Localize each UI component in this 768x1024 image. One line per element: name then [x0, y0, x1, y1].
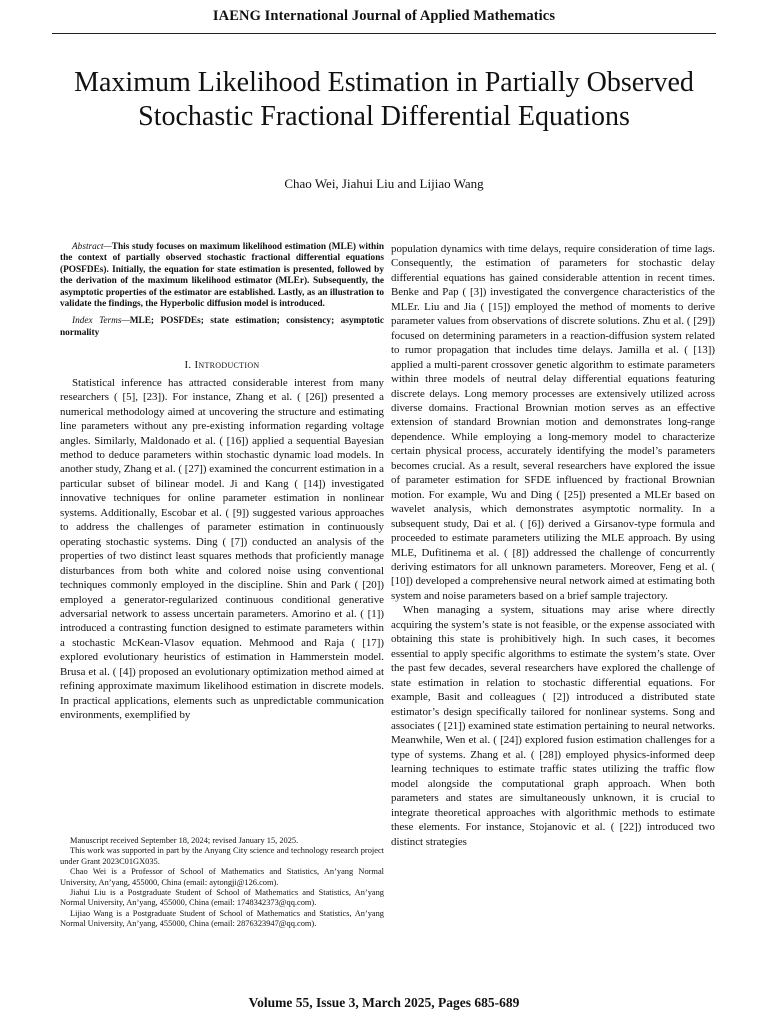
footnote-author-3: Lijiao Wang is a Postgraduate Student of School of Mathematics and Statistics, An’yang Normal University, An’yang, 455000, China (email: 2876323947@qq.com). [60, 908, 384, 929]
intro-paragraph-continued: population dynamics with time delays, require consideration of time lags. Consequently, the estimation of parameters for stochastic delay differential equations has gained considerable attention in recent times. Benke and Pap ( [3]) investigated the convergence characteristics of the MLEr. Liu and Jia ( [15]) employed the method of moments to derive parameter values from observations of discrete solutions. Zhu et al. ( [29]) focused on determining parameters in a reaction-diffusion system related to rumor propagation that includes time delays. Jamilla et al. ( [13]) applied a multi-parent crossover genetic algorithm to estimate parameters within three models of neutral delay differential equations featuring discrete delays. Long memory processes are extensively utilized across diverse domains. Fractional Brownian motion serves as an effective extension of standard Brownian motion and demonstrates long-range dependence. While employing a long-memory model to characterize certain physical process, accurately identifying the model’s parameters becomes crucial. As a result, several researchers have explored the issue of parameter estimation for SFDE influenced by fractional Brownian motion. For example, Wu and Ding ( [25]) presented a MLEr based on wavelet analysis, which demonstrates asymptotic normality. In a subsequent study, Dai et al. ( [6]) derived a Girsanov-type formula and proceeded to estimate parameters utilizing the MLE approach. By using MLE, Dufitinema et al. ( [8]) addressed the challenge of concurrently deriving estimators for all unknown parameters. Moreover, Feng et al. ( [10]) developed a comprehensive neural network aimed at estimating both system and noise parameters based on a brief sample trajectory. [391, 243, 715, 602]
index-terms-text: MLE; POSFDEs; state estimation; consistency; asymptotic normality [60, 316, 384, 338]
footnote-author-1: Chao Wei is a Professor of School of Mathematics and Statistics, An’yang Normal University, An’yang, 455000, China (email: aytongji@126.com). [60, 867, 384, 887]
intro-paragraph-1: Statistical inference has attracted considerable interest from many researchers ( [5], [23]). For instance, Zhang et al. ( [26]) presented a numerical methodology aimed at uncovering the structure and estimating line parameters without any pre-existing information regarding voltage angles. Similarly, Maldonado et al. ( [16]) applied a sequential Bayesian method to deduce parameters within stochastic dynamic load models. In another study, Zhang et al. ( [27]) examined the concurrent estimation in a particular subset of bilinear model. Ji and Kang ( [14]) investigated innovative techniques for online parameter estimation in nonlinear systems. Additionally, Escobar et al. ( [9]) suggested various approaches to address the challenges of parameter estimation in continuously operating stochastic systems. Ding ( [7]) conducted an analysis of the properties of two distinct least squares methods that proficiently manage disturbances from both white and colored noise using conventional techniques commonly employed in the discipline. Shin and Park ( [20]) employed a generator-regularized continuous conditional generative adversarial network to assess uncertain parameters. Amorino et al. ( [1]) introduced a contrasting function designed to estimate parameters within a stochastic McKean-Vlasov equation. Mehmood and Raja ( [17]) explored evolutionary heuristics of estimation in Hammerstein model. Brusa et al. ( [4]) proposed an evolutionary optimization method aimed at refining approximate maximum likelihood estimation in discrete models. In practical applications, elements such as unpredictable communication environments, exemplified by [60, 376, 384, 722]
left-column [60, 242, 384, 723]
footnote-funding: This work was supported in part by the Anyang City science and technology research project under Grant 2023C01GX035. [60, 846, 384, 866]
section-heading [60, 358, 384, 372]
header-rule [52, 33, 716, 34]
page-footer: Volume 55, Issue 3, March 2025, Pages 685-689 [248, 995, 520, 1010]
section-title: Introduction [194, 359, 260, 372]
journal-header: IAENG International Journal of Applied Mathematics [212, 8, 556, 24]
intro-paragraph-2: When managing a system, situations may arise where directly acquiring the system’s state is not feasible, or the expense associated with obtaining this state is prohibitively high. In such cases, it becomes essential to apply specific algorithms to estimate the system’s state. Over the past few decades, several researchers have explored the challenge of state estimation in relation to stochastic differential equations. For example, Basit and colleagues ( [2]) introduced a distributed state estimator’s design specifically tailored for nonlinear systems. Song and associates ( [21]) examined state estimation pertaining to neural networks. Meanwhile, Wen et al. ( [24]) explored fusion estimation challenges for a type of systems. Zhang et al. ( [28]) employed physics-informed deep learning techniques to estimate traffic states utilizing the traffic flow model alongside the computational graph approach. When both parameters and states are simultaneously unknown, it is crucial to integrate theoretical approaches with algorithmic methods to estimate these elements. For instance, Stojanovic et al. ( [22]) introduced two distinct strategies [391, 604, 715, 848]
index-terms [60, 316, 384, 339]
section-number: I. [184, 359, 192, 372]
index-terms-label: Index Terms— [72, 316, 130, 327]
author-list: Chao Wei, Jiahui Liu and Lijiao Wang [284, 176, 484, 191]
right-column [391, 242, 715, 849]
paper-title: Maximum Likelihood Estimation in Partially Observed Stochastic Fractional Differential Equations [74, 67, 694, 132]
footnote-author-2: Jiahui Liu is a Postgraduate Student of School of Mathematics and Statistics, An’yang Normal University, An’yang, 455000, China (email: 1748342373@qq.com). [60, 888, 384, 908]
footnotes [60, 836, 384, 930]
abstract [60, 242, 384, 310]
footnote-received: Manuscript received September 18, 2024; revised January 15, 2025. [70, 836, 299, 845]
abstract-label: Abstract— [72, 242, 112, 252]
abstract-text: This study focuses on maximum likelihood estimation (MLE) within the context of partially observed stochastic fractional differential equations (POSFDEs). Initially, the equation for state estimation is presented, followed by the derivation of the maximum likelihood estimator (MLEr). Subsequently, the asymptotic properties of the estimator are established. Lastly, as an illustration to validate the findings, the Hyperbolic diffusion model is introduced. [60, 242, 384, 310]
